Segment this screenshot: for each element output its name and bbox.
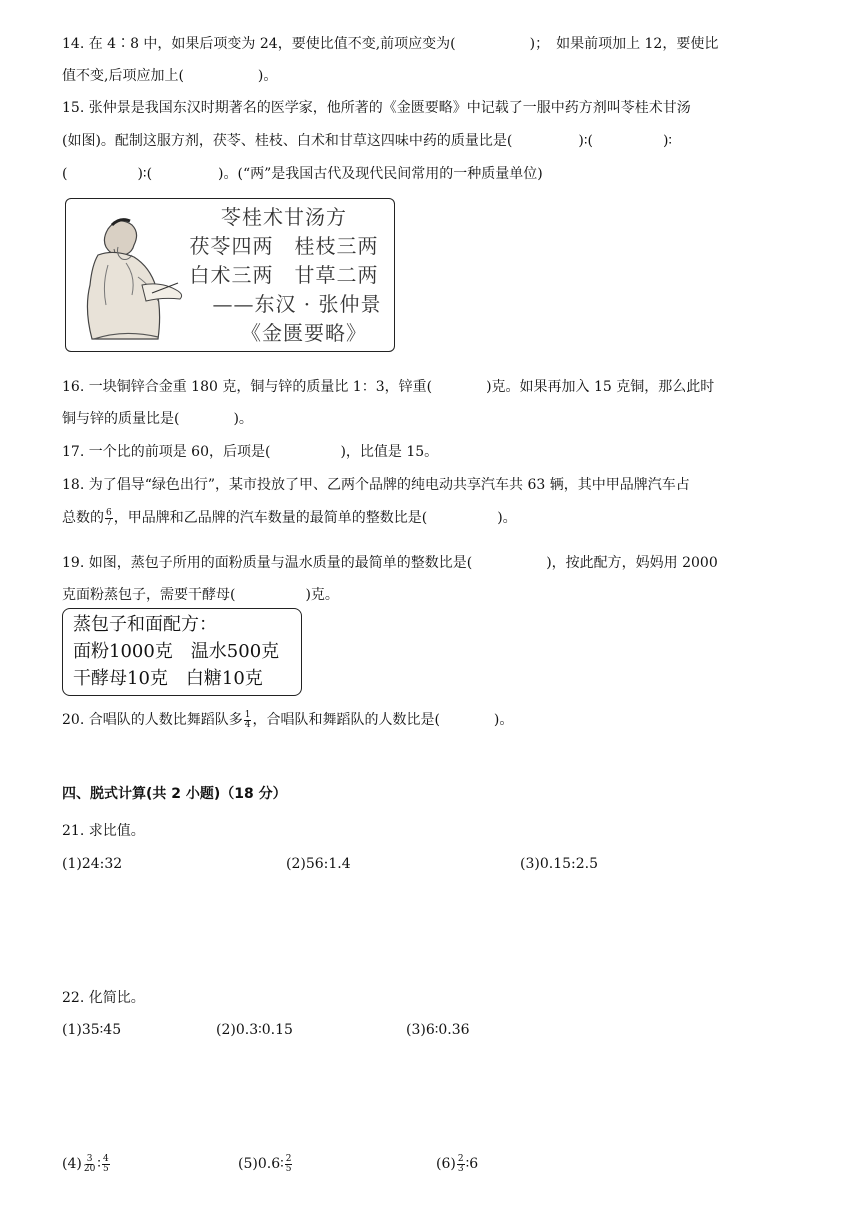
q22-title: 22. 化简比。 [62, 990, 145, 1006]
dough-recipe-row: 面粉1000克 温水500克 [73, 641, 280, 662]
q18-line1: 18. 为了倡导“绿色出行”，某市投放了甲、乙两个品牌的纯电动共享汽车共 63 辆，其中甲品牌汽车占 [62, 477, 690, 493]
fraction: $\frac{1}{4}$ [244, 709, 251, 730]
q21-title: 21. 求比值。 [62, 823, 145, 839]
fraction: $\frac{3}{20}$ [83, 1153, 96, 1174]
recipe-row: 茯苓四两 桂枝三两 [189, 234, 379, 258]
dough-recipe-row: 干酵母10克 白糖10克 [73, 668, 263, 689]
q22-item: (6) $\frac{2}{3}$ ∶6 [436, 1153, 479, 1174]
fraction: $\frac{2}{3}$ [457, 1153, 464, 1174]
recipe-book: 《金匮要略》 [241, 321, 367, 345]
recipe-author: ——东汉 · 张仲景 [212, 292, 382, 316]
q18-line2: 总数的 $\frac{6}{7}$ ，甲品牌和乙品牌的汽车数量的最简单的整数比是( )。 [62, 507, 517, 528]
dough-recipe-title: 蒸包子和面配方： [73, 614, 217, 635]
dough-recipe-figure [62, 608, 302, 696]
fraction: $\frac{2}{5}$ [285, 1153, 292, 1174]
section-heading: 四、脱式计算(共 2 小题)（18 分） [62, 786, 287, 802]
fraction: $\frac{6}{7}$ [106, 507, 112, 528]
q19-line1: 19. 如图，蒸包子所用的面粉质量与温水质量的最简单的整数比是( )，按此配方，妈妈用 2000 [62, 555, 718, 571]
q22-item: (1)35∶45 [62, 1022, 122, 1038]
q15-line2: (如图)。配制这服方剂，茯苓、桂枝、白术和甘草这四味中药的质量比是( )∶( )∶ [62, 133, 673, 149]
q22-item: (3)6∶0.36 [406, 1022, 470, 1038]
q19-line2: 克面粉蒸包子，需要干酵母( )克。 [62, 587, 339, 603]
q15-line1: 15. 张仲景是我国东汉时期著名的医学家，他所著的《金匮要略》中记载了一服中药方剂叫苓桂术甘汤 [62, 100, 691, 116]
q15-line3: ( )∶( )。(“两”是我国古代及现代民间常用的一种质量单位) [62, 166, 543, 182]
q16-line2: 铜与锌的质量比是( )。 [62, 411, 253, 427]
q21-item: (1)24:32 [62, 856, 123, 872]
q16-line1: 16. 一块铜锌合金重 180 克，铜与锌的质量比 1：3，锌重( )克。如果再加入 15 克铜，那么此时 [62, 379, 715, 395]
herbal-recipe-figure [65, 198, 395, 352]
recipe-text [176, 203, 392, 348]
q21-item: (2)56:1.4 [286, 856, 351, 872]
q21-item: (3)0.15:2.5 [520, 856, 598, 872]
q14-line2: 值不变,后项应加上( )。 [62, 68, 278, 84]
q22-item: (5)0.6∶ $\frac{2}{5}$ [238, 1153, 292, 1174]
q22-item: (2)0.3∶0.15 [216, 1022, 293, 1038]
recipe-row: 白术三两 甘草二两 [189, 263, 379, 287]
q22-item: (4) $\frac{3}{20}$ ∶ $\frac{4}{5}$ [62, 1153, 109, 1174]
q17-line1: 17. 一个比的前项是 60，后项是( )，比值是 15。 [62, 444, 439, 460]
recipe-title: 苓桂术甘汤方 [221, 205, 347, 229]
q20-line1: 20. 合唱队的人数比舞蹈队多 $\frac{1}{4}$ ，合唱队和舞蹈队的人数比是( )。 [62, 709, 514, 730]
q14-line1: 14. 在 4∶8 中，如果后项变为 24，要使比值不变,前项应变为( )； 如果前项加上 12，要使比 [62, 36, 719, 52]
fraction: $\frac{4}{5}$ [102, 1153, 109, 1174]
